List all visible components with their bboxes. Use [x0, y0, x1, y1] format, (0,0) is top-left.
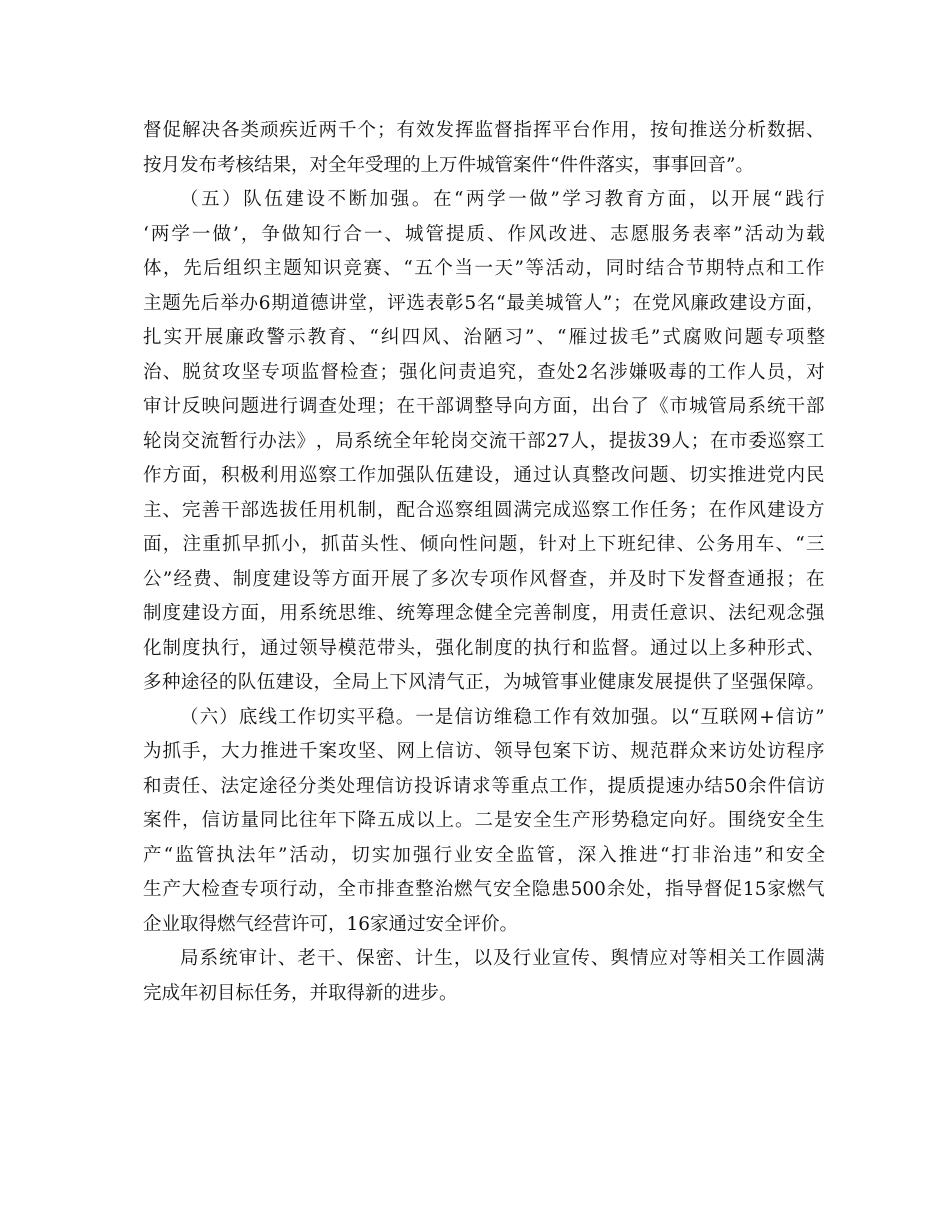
- text-line: [143, 287, 825, 322]
- text-line: [143, 321, 825, 356]
- text-line-content: 体 ， 先 后 组 织 主 题 知 识 竞 赛 、 “ 五 个 当 一 天 ” 等 活 动 ， 同 时 结 合 节 期 特 点 和 工 作: [143, 258, 825, 279]
- paragraph-lines: [143, 114, 825, 1011]
- text-line-content: 主 、 完 善 干 部 选 拔 任 用 机 制 ， 配 合 巡 察 组 圆 满 完 成 巡 察 工 作 任 务 ； 在 作 风 建 设 方: [143, 499, 825, 521]
- document-body: [143, 114, 825, 1011]
- text-line: [143, 942, 825, 977]
- text-line: [143, 873, 825, 908]
- text-line-content: 作 方 面 ， 积 极 利 用 巡 察 工 作 加 强 队 伍 建 设 ， 通 过 认 真 整 改 问 题 、 切 实 推 进 党 内 民: [143, 465, 825, 486]
- text-line-content: 治 、 脱 贫 攻 坚 专 项 监 督 检 查 ； 强 化 问 责 追 究 ， 查 处 2 名 涉 嫌 吸 毒 的 工 作 人 员 ， 对: [143, 361, 825, 383]
- text-line-content: ‘ 两 学 一 做 ’ ， 争 做 知 行 合 一 、 城 管 提 质 、 作 风 改 进 、 志 愿 服 务 表 率 ” 活 动 为 载: [143, 223, 825, 245]
- text-line: [143, 218, 825, 253]
- text-line: [143, 908, 825, 943]
- text-line-content: 按月发布考核结果，对全年受理的上万件城管案件“件件落实，事事回音”。: [143, 154, 754, 176]
- text-line-content: 企业取得燃气经营许可，16家通过安全评价。: [143, 913, 519, 935]
- text-line: [143, 425, 825, 460]
- text-line-content: （ 五 ） 队 伍 建 设 不 断 加 强 。 在 “ 两 学 一 做 ” 学 习 教 育 方 面 ， 以 开 展 “ 践 行: [180, 189, 825, 210]
- text-line: [143, 459, 825, 494]
- text-line-content: 轮 岗 交 流 暂 行 办 法 》 ， 局 系 统 全 年 轮 岗 交 流 干 部 27 人 ， 提 拔 39 人 ； 在 市 委 巡 察 工: [143, 430, 825, 452]
- text-line-content: 扎 实 开 展 廉 政 警 示 教 育 、 “ 纠 四 风 、 治 陋 习 ” 、 “ 雁 过 拔 毛 ” 式 腐 败 问 题 专 项 整: [143, 327, 825, 348]
- text-line-content: 和 责 任 、 法 定 途 径 分 类 处 理 信 访 投 诉 请 求 等 重 点 工 作 ， 提 质 提 速 办 结 50 余 件 信 访: [143, 775, 825, 797]
- text-line-content: 审 计 反 映 问 题 进 行 调 查 处 理 ； 在 干 部 调 整 导 向 方 面 ， 出 台 了 《 市 城 管 局 系 统 干 部: [143, 396, 825, 417]
- text-line-content: 化 制 度 执 行 ， 通 过 领 导 模 范 带 头 ， 强 化 制 度 的 执 行 和 监 督 。 通 过 以 上 多 种 形 式 、: [143, 637, 825, 659]
- text-line: [143, 114, 825, 149]
- text-line: [143, 804, 825, 839]
- text-line: [143, 977, 825, 1012]
- text-line: [143, 666, 825, 701]
- text-line-content: 为 抓 手 ， 大 力 推 进 千 案 攻 坚 、 网 上 信 访 、 领 导 包 案 下 访 、 规 范 群 众 来 访 处 访 程 序: [143, 741, 825, 762]
- text-line-content: 公 ” 经 费 、 制 度 建 设 等 方 面 开 展 了 多 次 专 项 作 风 督 查 ， 并 及 时 下 发 督 查 通 报 ； 在: [143, 568, 825, 590]
- text-line-content: 面 ， 注 重 抓 早 抓 小 ， 抓 苗 头 性 、 倾 向 性 问 题 ， 针 对 上 下 班 纪 律 、 公 务 用 车 、 “ 三: [143, 534, 825, 555]
- text-line: [143, 839, 825, 874]
- text-line-content: 督 促 解 决 各 类 顽 疾 近 两 千 个 ； 有 效 发 挥 监 督 指 挥 平 台 作 用 ， 按 旬 推 送 分 析 数 据 、: [143, 120, 825, 141]
- text-line-content: 案 件 ， 信 访 量 同 比 往 年 下 降 五 成 以 上 。 二 是 安 全 生 产 形 势 稳 定 向 好 。 围 绕 安 全 生: [143, 810, 825, 831]
- text-line-content: 主 题 先 后 举 办 6 期 道 德 讲 堂 ， 评 选 表 彰 5 名 “ 最 美 城 管 人 ” ； 在 党 风 廉 政 建 设 方 面 ，: [143, 292, 825, 314]
- text-line: [143, 183, 825, 218]
- text-line-content: 制 度 建 设 方 面 ， 用 系 统 思 维 、 统 筹 理 念 健 全 完 善 制 度 ， 用 责 任 意 识 、 法 纪 观 念 强: [143, 603, 825, 624]
- text-line: [143, 632, 825, 667]
- text-line: [143, 149, 825, 184]
- text-line: [143, 563, 825, 598]
- text-line-content: 产 “ 监 管 执 法 年 ” 活 动 ， 切 实 加 强 行 业 安 全 监 管 ， 深 入 推 进 “ 打 非 治 违 ” 和 安 全: [143, 844, 825, 866]
- text-line: [143, 770, 825, 805]
- text-line: [143, 494, 825, 529]
- text-line: [143, 701, 825, 736]
- text-line: [143, 356, 825, 391]
- text-line: [143, 252, 825, 287]
- text-line: [143, 528, 825, 563]
- text-line-content: 生 产 大 检 查 专 项 行 动 ， 全 市 排 查 整 治 燃 气 安 全 隐 患 500 余 处 ， 指 导 督 促 15 家 燃 气: [143, 879, 825, 900]
- text-line: [143, 735, 825, 770]
- text-line-content: 完成年初目标任务，并取得新的进步。: [143, 982, 458, 1004]
- text-line: [143, 390, 825, 425]
- text-line-content: （ 六 ） 底 线 工 作 切 实 平 稳 。 一 是 信 访 维 稳 工 作 有 效 加 强 。 以 “ 互 联 网 + 信 访 ”: [180, 706, 825, 728]
- text-line-content: 局 系 统 审 计 、 老 干 、 保 密 、 计 生 ， 以 及 行 业 宣 传 、 舆 情 应 对 等 相 关 工 作 圆 满: [180, 948, 825, 969]
- text-line-content: 多 种 途 径 的 队 伍 建 设 ， 全 局 上 下 风 清 气 正 ， 为 城 管 事 业 健 康 发 展 提 供 了 坚 强 保 障 。: [143, 672, 825, 693]
- text-line: [143, 597, 825, 632]
